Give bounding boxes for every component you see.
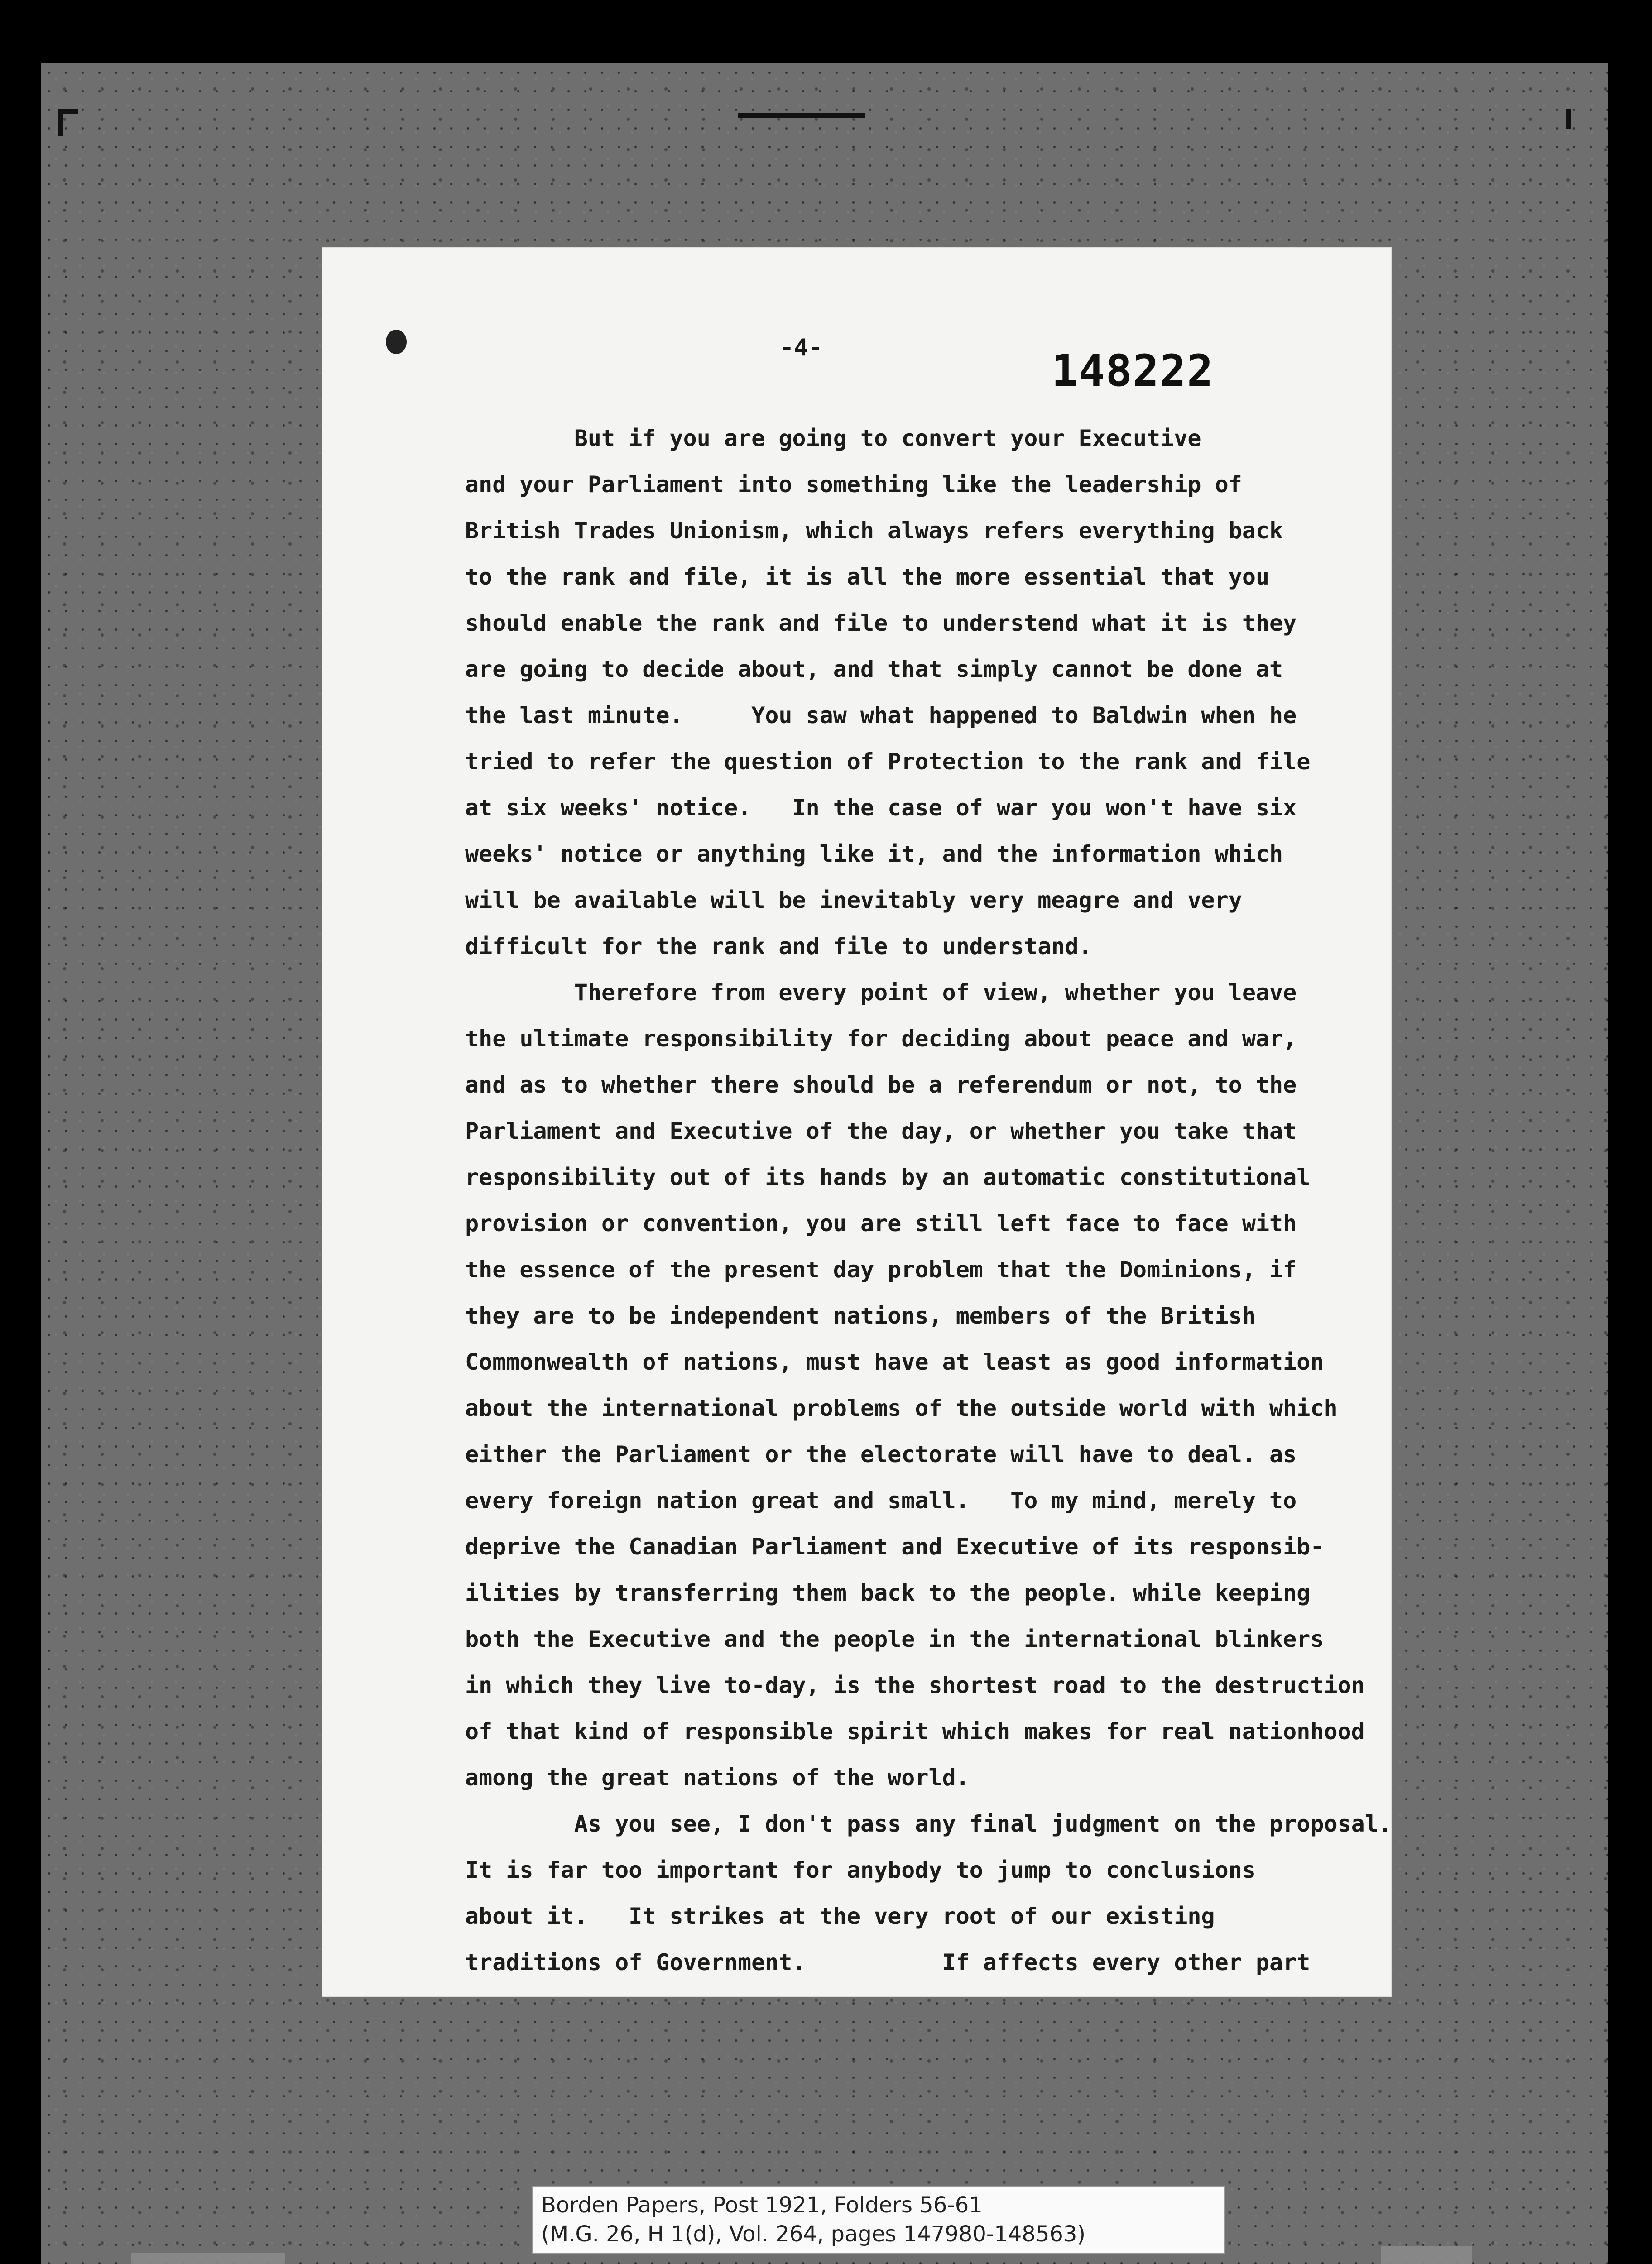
text-line: among the great nations of the world. — [465, 1765, 970, 1791]
tape-strip-right — [1381, 2246, 1472, 2264]
reference-line-1: Borden Papers, Post 1921, Folders 56-61 — [541, 2192, 983, 2218]
text-line: they are to be independent nations, members of the British — [465, 1303, 1256, 1329]
text-line: to the rank and file, it is all the more essential that you — [465, 564, 1270, 590]
text-line: British Trades Unionism, which always refers everything back — [465, 518, 1283, 544]
text-line: are going to decide about, and that simply cannot be done at — [465, 656, 1283, 682]
text-line: and as to whether there should be a referendum or not, to the — [465, 1072, 1297, 1098]
text-line: As you see, I don't pass any final judgment on the proposal. — [465, 1811, 1392, 1837]
text-line: deprive the Canadian Parliament and Executive of its responsib- — [465, 1534, 1324, 1560]
text-line: But if you are going to convert your Executive — [465, 425, 1201, 451]
text-line: at six weeks' notice. In the case of war you won't have six — [465, 795, 1297, 821]
tape-strip-left — [131, 2253, 285, 2264]
text-line: will be available will be inevitably very meagre and very — [465, 887, 1242, 913]
text-line: Parliament and Executive of the day, or whether you take that — [465, 1118, 1297, 1144]
text-line: ilities by transferring them back to the people. while keeping — [465, 1580, 1311, 1606]
text-line: about the international problems of the outside world with which — [465, 1395, 1338, 1421]
text-line: Therefore from every point of view, whether you leave — [465, 979, 1297, 1006]
text-line: tried to refer the question of Protection to the rank and file — [465, 748, 1311, 775]
corner-mark-top-right — [1566, 109, 1571, 129]
reference-label — [532, 2186, 1225, 2254]
text-line: the essence of the present day problem that the Dominions, if — [465, 1257, 1297, 1283]
reference-line-2: (M.G. 26, H 1(d), Vol. 264, pages 147980-148563) — [541, 2221, 1086, 2247]
text-line: either the Parliament or the electorate will have to deal. as — [465, 1441, 1297, 1468]
text-line: the last minute. You saw what happened to Baldwin when he — [465, 702, 1297, 729]
document-id-stamp: 148222 — [1052, 345, 1214, 396]
text-line: the ultimate responsibility for deciding about peace and war, — [465, 1026, 1297, 1052]
text-line: about it. It strikes at the very root of our existing — [465, 1903, 1215, 1929]
text-line: Commonwealth of nations, must have at least as good information — [465, 1349, 1324, 1375]
text-line: and your Parliament into something like the leadership of — [465, 471, 1242, 498]
text-line: every foreign nation great and small. To my mind, merely to — [465, 1487, 1297, 1514]
text-line: traditions of Government. If affects every other part — [465, 1949, 1311, 1976]
text-line: difficult for the rank and file to understand. — [465, 933, 1092, 959]
text-line: weeks' notice or anything like it, and the information which — [465, 841, 1283, 867]
page-number: -4- — [780, 334, 822, 361]
text-line: responsibility out of its hands by an automatic constitutional — [465, 1164, 1311, 1190]
text-line: provision or convention, you are still left face to face with — [465, 1210, 1297, 1237]
text-line: in which they live to-day, is the shortest road to the destruction — [465, 1672, 1365, 1698]
text-line: It is far too important for anybody to jump to conclusions — [465, 1857, 1256, 1883]
typed-letter-page — [322, 248, 1391, 1996]
top-edge-dash — [738, 113, 865, 118]
text-line: should enable the rank and file to understend what it is they — [465, 610, 1297, 636]
text-line: both the Executive and the people in the international blinkers — [465, 1626, 1324, 1652]
text-line: of that kind of responsible spirit which makes for real nationhood — [465, 1718, 1365, 1745]
punch-hole — [386, 330, 407, 354]
corner-mark-top-left-h — [58, 109, 78, 114]
